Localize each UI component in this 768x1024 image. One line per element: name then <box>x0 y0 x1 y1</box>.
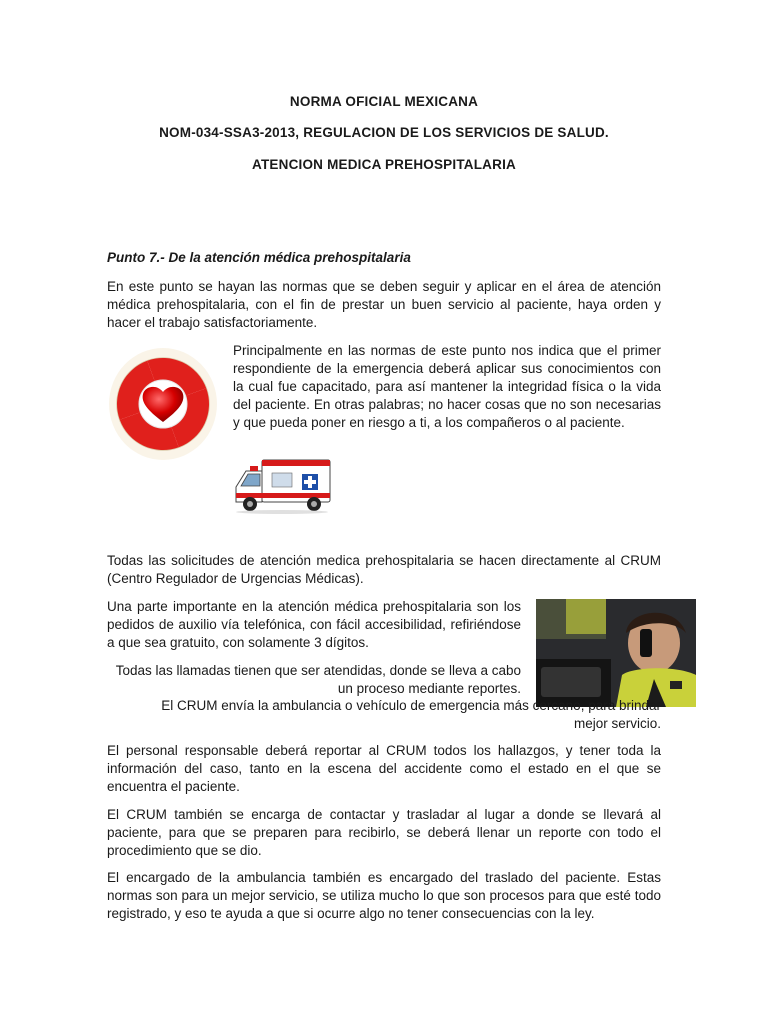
lifebuoy-heart-image <box>107 344 219 464</box>
paragraph-crum-requests: Todas las solicitudes de atención medica prehospitalaria se hacen directamente al CRUM (Centro Regulador de Urgencias Médicas). <box>107 553 661 586</box>
phone-operator-photo <box>536 599 696 707</box>
document-title-nom: NOM-034-SSA3-2013, REGULACION DE LOS SERVICIOS DE SALUD. <box>159 125 609 140</box>
paragraph-phone-requests: Una parte importante en la atención médica prehospitalaria son los pedidos de auxilio vía telefónica, con fácil accesibilidad, refiriéndose a que sea gratuito, con solamente 3 dígitos. <box>107 599 521 650</box>
ambulance-image <box>232 457 332 515</box>
document-title-atencion: ATENCION MEDICA PREHOSPITALARIA <box>252 157 516 172</box>
document-title-norma: NORMA OFICIAL MEXICANA <box>289 94 479 109</box>
ambulance-icon <box>232 457 332 515</box>
paragraph-crum-sends: El CRUM envía la ambulancia o vehículo de emergencia más cercano, para brindar mejor servicio. <box>161 698 661 731</box>
paragraph-calls-attended: Todas las llamadas tienen que ser atendidas, donde se lleva a cabo un proceso mediante reportes. <box>115 663 521 696</box>
ambulance-label: AMBULANCIA <box>277 466 311 472</box>
section-heading: Punto 7.- De la atención médica prehospitalaria <box>107 250 411 265</box>
paragraph-staff-report: El personal responsable deberá reportar al CRUM todos los hallazgos, y tener toda la información del caso, tanto en la escena del accidente como el estado en el que se encuentra el paciente. <box>107 743 661 794</box>
paragraph-ambulance-driver: El encargado de la ambulancia también es encargado del traslado del paciente. Estas normas son para un mejor servicio, se utiliza mucho lo que son procesos para que esté todo registrado, y eso te ayuda a que si ocurre algo no tener consecuencias con la ley. <box>107 870 661 921</box>
paragraph-first-responder: Principalmente en las normas de este punto nos indica que el primer respondiente de la emergencia deberá aplicar sus conocimientos con la cual fue capacitado, para así mantener la integridad física o la vida del paciente. En otras palabras; no hacer cosas que no son necesarias y que pueda poner en riesgo a ti, a los compañeros o al paciente. <box>233 343 661 430</box>
paragraph-crum-contact: El CRUM también se encarga de contactar y trasladar al lugar a donde se llevará al paciente, para que se preparen para recibirlo, se deberá llenar un reporte con todo el procedimiento que se dio. <box>107 807 661 858</box>
lifebuoy-heart-icon <box>107 344 219 464</box>
paragraph-intro: En este punto se hayan las normas que se deben seguir y aplicar en el área de atención médica prehospitalaria, con el fin de prestar un buen servicio al paciente, haya orden y hacer el trabajo satisfactoriamente. <box>107 279 661 330</box>
phone-operator-icon <box>536 599 696 707</box>
